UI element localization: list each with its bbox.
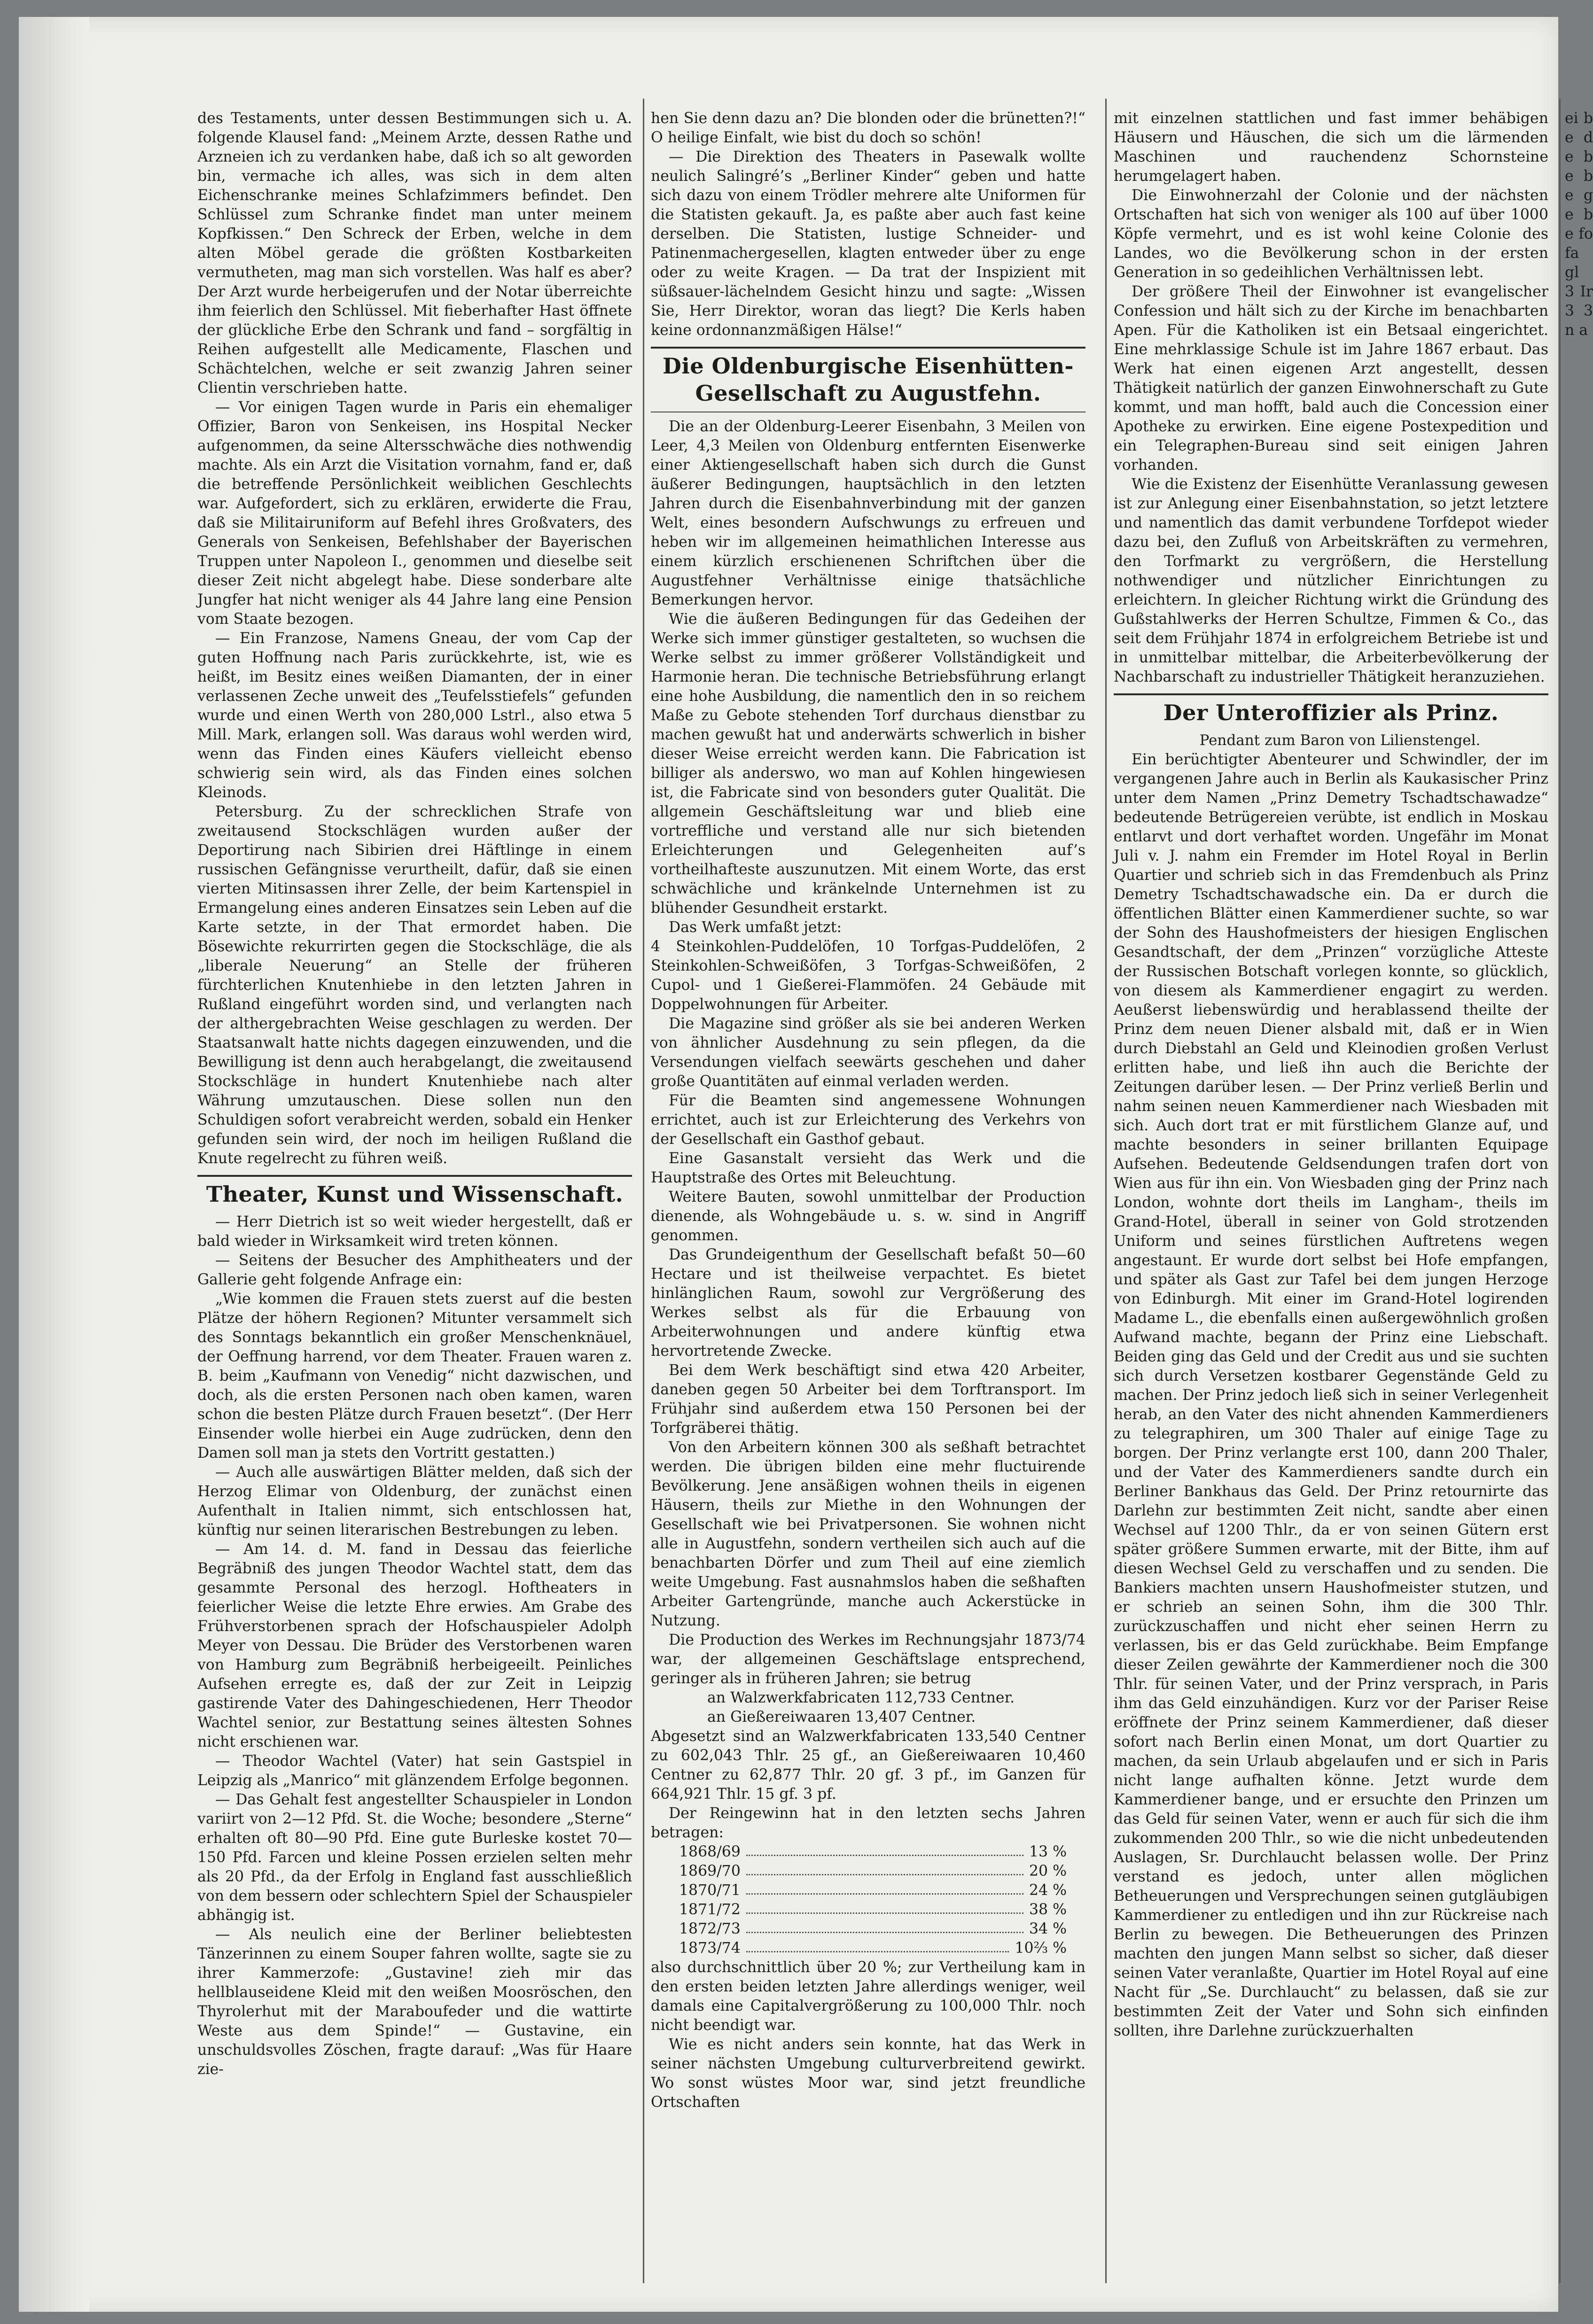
paragraph: — Auch alle auswärtigen Blätter melden, daß sich der Herzog Elimar von Oldenburg, der zunächst einen Aufenthalt in Italien nimmt, sich entschlossen hat, künftig nur seinen literarischen Bestrebungen zu leben.: [197, 1464, 632, 1539]
year-cell: 1870/71: [679, 1882, 741, 1899]
paragraph: Ein berüchtigter Abenteurer und Schwindler, der im vergangenen Jahre auch in Berlin als Kaukasischer Prinz unter dem Namen „Prinz Demetry Tschadtschawadze“ bedeutende Betrügereien verübte, ist endlich in Moskau entlarvt und dort verhaftet worden. Ungefähr im Monat Juli v. J. nahm ein Fremder im Hotel Royal in Berlin Quartier und schrieb sich in das Fremdenbuch als Prinz Demetry Tschadtschawadsche ein. Da er durch die öffentlichen Blätter einen Kammerdiener suchte, so war der Sohn des Haushofmeisters der hiesigen Englischen Gesandtschaft, der dem „Prinzen“ vorzügliche Atteste der Russischen Botschaft vorlegen konnte, so glücklich, von diesem als Kammerdiener engagirt zu werden. Aeußerst liebenswürdig und herablassend theilte der Prinz dem neuen Diener alsbald mit, daß er in Wien durch Diebstahl an Geld und Kleinodien großen Verlust erlitten habe, und ließ ihn auch die Berichte der Zeitungen darüber lesen. — Der Prinz verließ Berlin und nahm seinen neuen Kammerdiener nach Wiesbaden mit sich. Auch dort trat er mit fürstlichem Glanze auf, und machte besonders in seiner brillanten Equipage Aufsehen. Bedeutende Geldsendungen trafen dort von Wien aus für ihn ein. Von Wiesbaden ging der Prinz nach London, wohnte dort theils im Langham-, theils im Grand-Hotel, überall in seiner von Gold strotzenden Uniform und seines fürstlichen Auftretens wegen angestaunt. Er wurde dort selbst bei Hofe empfangen, und später als Gast zur Tafel bei dem jungen Herzoge von Edinburgh. Mit einer im Grand-Hotel logirenden Madame L., die ebenfalls einen außergewöhnlich großen Aufwand machte, begann der Prinz eine Liebschaft. Beiden ging das Geld und der Credit aus und sie suchten sich durch Versetzen kostbarer Gegenstände Geld zu machen. Der Prinz jedoch ließ sich in seiner Verlegenheit herab, an den Vater des nicht ahnenden Kammerdieners zu telegraphiren, um 300 Thaler auf einige Tage zu borgen. Der Prinz verlangte erst 100, dann 200 Thaler, und der Vater des Kammerdieners sandte durch ein Berliner Bankhaus das Geld. Der Prinz retournirte das Darlehn zur bestimmten Zeit nicht, sandte aber einen Wechsel auf 1200 Thlr., da er von seinen Gütern erst später größere Summen erwarte, mit der Bitte, ihm auf diesen Wechsel Geld zu verschaffen und zu senden. Die Bankiers machten unsern Haushofmeister stutzen, und er schrieb an seinen Sohn, ihm die 300 Thlr. zurückzuschaffen und nicht eher seinen Herrn zu verlassen, bis er das Geld zurückhabe. Beim Empfange dieser Zeilen gewährte der Kammerdiener noch die 300 Thlr. für seinen Vater, und der Prinz versprach, in Paris ihm das Geld einzuhändigen. Kurz vor der Pariser Reise eröffnete der Prinz seinem Kammerdiener, daß dieser sofort nach Berlin einen Monat, um dort Quartier zu machen, da sein Urlaub abgelaufen und er sich in Paris nicht lange aufhalten könne. Jetzt wurde dem Kammerdiener bange, und er ersuchte den Prinzen um das Geld für seinen Vater, wenn er auch für sich die ihm zukommenden 200 Thlr., so wie die nicht unbedeutenden Auslagen, Sr. Durchlaucht belassen wolle. Der Prinz verstand es jedoch, unter allen möglichen Betheuerungen und Versprechungen seinen gutgläubigen Kammerdiener zu entledigen und ihn zur Rückreise nach Berlin zu bewegen. Die Betheuerungen des Prinzen machten den jungen Mann selbst so sicher, daß dieser seinen Vater veranlaßte, Quartier im Hotel Royal auf eine Nacht für „Se. Durchlaucht“ zu belassen, daß sie zur bestimmten Zeit der Vater und Sohn sich einfinden sollten, ihre Darlehne zurückzuerhalten: [1114, 751, 1548, 2039]
paragraph: Die Magazine sind größer als sie bei anderen Werken von ähnlicher Ausdehnung zu sein pflegen, da die Versendungen vielfach seewärts geschehen und daher große Quantitäten auf einmal verladen werden.: [651, 1015, 1085, 1090]
paragraph: Die an der Oldenburg-Leerer Eisenbahn, 3 Meilen von Leer, 4,3 Meilen von Oldenburg entfernten Eisenwerke einer Aktiengesellschaft haben sich durch die Gunst äußerer Bedingungen, hauptsächlich in den letzten Jahren durch die Eisenbahnverbindung mit der ganzen Welt, eines besondern Aufschwungs zu erfreuen und heben wir im allgemeinen heimathlichen Interesse aus einem kürzlich erschienenen Schriftchen über die Augustfehner Verhältnisse einige thatsächliche Bemerkungen hervor.: [651, 418, 1085, 608]
paragraph: Eine Gasanstalt versieht das Werk und die Hauptstraße des Ortes mit Beleuchtung.: [651, 1150, 1085, 1186]
paragraph: Von den Arbeitern können 300 als seßhaft betrachtet werden. Die übrigen bilden eine mehr fluctuirende Bevölkerung. Jene ansäßigen wohnen theils in eigenen Häusern, theils zur Miethe in den Wohnungen der Gesellschaft wie bei Privatpersonen. Sie wohnen nicht alle in Augustfehn, sondern vertheilen sich auch auf die benachbarten Dörfer und zum Theil auf eine ziemlich weite Umgebung. Fast ausnahmslos haben die seßhaften Arbeiter Gartengründe, manche auch Ackerstücke in Nutzung.: [651, 1439, 1085, 1629]
paragraph: — Das Gehalt fest angestellter Schauspieler in London variirt von 2—12 Pfd. St. die Woche; besondere „Sterne“ erhalten oft 80—90 Pfd. Eine gute Burleske kostet 70—150 Pfd. Farcen und kleine Possen erzielen selten mehr als 20 Pfd., da der Erfolg in England fast ausschließlich von dem bessern oder schlechtern Spiel der Schauspieler abhängig ist.: [197, 1791, 632, 1924]
value-cell: 34 %: [1029, 1920, 1067, 1937]
paragraph: Weitere Bauten, sowohl unmittelbar der Production dienende, als Wohngebäude u. s. w. sind in Angriff genommen.: [651, 1189, 1085, 1244]
paragraph: — Seitens der Besucher des Amphitheaters und der Gallerie geht folgende Anfrage ein:: [197, 1252, 632, 1288]
paragraph: Bei dem Werk beschäftigt sind etwa 420 Arbeiter, daneben gegen 50 Arbeiter bei dem Torftransport. Im Frühjahr sind außerdem etwa 150 Personen bei der Torfgräberei thätig.: [651, 1362, 1085, 1437]
article-subheadline: Pendant zum Baron von Lilienstengel.: [1199, 732, 1481, 749]
paragraph: — Herr Dietrich ist so weit wieder hergestellt, daß er bald wieder in Wirksamkeit wird treten können.: [197, 1213, 632, 1250]
paragraph: hen Sie denn dazu an? Die blonden oder die brünetten?!“ O heilige Einfalt, wie bist du doch so schön!: [651, 110, 1085, 146]
production-line: an Walzwerkfabricaten 112,733 Centner.: [707, 1689, 1015, 1706]
paragraph: — Die Direktion des Theaters in Pasewalk wollte neulich Salingré’s „Berliner Kinder“ geben und hatte sich dazu von einem Trödler mehrere alte Uniformen für die Statisten gekauft. Ja, es paßte aber auch fast keine derselben. Die Statisten, lustige Schneider- und Patinenmachergesellen, klagten entweder über zu enge oder zu weite Kragen. — Da trat der Inspizient mit süßsauer-lächelndem Gesicht hinzu und sagte: „Wissen Sie, Herr Direktor, woran das liegt? Die Kerls haben keine ordonnanzmäßigen Hälse!“: [651, 148, 1085, 339]
paragraph: Wie die Existenz der Eisenhütte Veranlassung gewesen ist zur Anlegung einer Eisenbahnstation, so jetzt letztere und namentlich das damit verbundene Torfdepot wieder dazu bei, den Zufluß von Arbeitskräften zu vermehren, den Torfmarkt zu vergrößern, die Herstellung nothwendiger und nützlicher Einrichtungen zu erleichtern. In gleicher Richtung wirkt die Gründung des Gußstahlwerks der Herren Schultze, Fimmen & Co., das seit dem Frühjahr 1874 in erfolgreichem Betriebe ist und in unmittelbar mittelbar, die Arbeiterbevölkerung der Nachbarschaft zu industrieller Thätigkeit heranzuziehen.: [1114, 476, 1548, 685]
paragraph: Abgesetzt sind an Walzwerkfabricaten 133,540 Centner zu 602,043 Thlr. 25 gf., an Gießereiwaaren 10,460 Centner zu 62,877 Thlr. 20 gf. 3 pf., im Ganzen für 664,921 Thlr. 15 gf. 3 pf.: [651, 1728, 1085, 1803]
paragraph: Wie die äußeren Bedingungen für das Gedeihen der Werke sich immer günstiger gestalteten, so wuchsen die Werke selbst zu immer größerer Vollständigkeit und Harmonie heran. Die technische Betriebsführung erlangt eine hohe Ausbildung, die namentlich den in so reichem Maße zu Gebote stehenden Torf durchaus dienstbar zu machen gewußt hat und anderwärts schwerlich in bisher dieser Weise erreicht werden kann. Die Fabrication ist billiger als anderswo, wo man auf Kohlen hingewiesen ist, die Fabricate sind von besonders guter Qualität. Die allgemein Geschäftsleitung war und blieb eine vortreffliche und verstand alle nur sich bietenden Erleichterungen und Gelegenheiten auf’s vortheilhafteste auszunutzen. Mit einem Worte, das erst schwächliche und kränkelnde Unternehmen ist zu blühender Gesundheit erstarkt.: [651, 611, 1085, 917]
value-cell: 38 %: [1029, 1901, 1067, 1918]
table-row: [651, 1900, 1085, 1920]
section-divider: [197, 1175, 632, 1177]
paragraph: mit einzelnen stattlichen und fast immer behäbigen Häusern und Häuschen, die sich um die lärmenden Maschinen und rauchendenz Schornsteine herumgelagert haben.: [1114, 110, 1548, 185]
section-heading: Theater, Kunst und Wissenschaft.: [206, 1181, 624, 1207]
year-cell: 1872/73: [679, 1920, 741, 1937]
table-row: [651, 1881, 1085, 1900]
value-cell: 20 %: [1029, 1863, 1067, 1880]
paragraph: Die Einwohnerzahl der Colonie und der nächsten Ortschaften hat sich von weniger als 100 auf über 1000 Köpfe vermehrt, und es ist wohl keine Colonie des Landes, wo die Bevölkerung schon in der ersten Generation in so gedeihlichen Verhältnissen lebt.: [1114, 187, 1548, 281]
page-binding-shadow: [19, 17, 89, 2312]
paragraph: Die Production des Werkes im Rechnungsjahr 1873/74 war, der allgemeinen Geschäftslage entsprechend, geringer als in früheren Jahren; sie betrug: [651, 1632, 1085, 1687]
paragraph: — Am 14. d. M. fand in Dessau das feierliche Begräbniß des jungen Theodor Wachtel statt, dem das gesammte Personal des herzogl. Hoftheaters in feierlicher Weise die letzte Ehre erwies. Am Grabe des Frühverstorbenen sprach der Hofschauspieler Adolph Meyer von Dessau. Die Brüder des Verstorbenen waren von Hamburg zum Begräbniß herbeigeeilt. Peinliches Aufsehen erregte es, daß der zur Zeit in Leipzig gastirende Vater des Dahingeschiedenen, Herr Theodor Wachtel senior, zur Bestattung seines ältesten Sohnes nicht erschienen war.: [197, 1541, 632, 1750]
year-cell: 1871/72: [679, 1901, 741, 1918]
section-divider: [1114, 693, 1548, 695]
article-headline: Die Oldenburgische Eisenhütten-Gesellschaft zu Augustfehn.: [662, 353, 1074, 406]
table-row: [651, 1920, 1085, 1939]
paragraph: — Theodor Wachtel (Vater) hat sein Gastspiel in Leipzig als „Manrico“ mit glänzendem Erfolge begonnen.: [197, 1753, 632, 1789]
column-2: [651, 109, 1085, 2289]
column-3: [1114, 109, 1548, 2289]
paragraph: — Als neulich eine der Berliner beliebtesten Tänzerinnen zu einem Souper fahren wollte, sagte sie zu ihrer Kammerzofe: „Gustavine! zieh mir das hellblauseidene Kleid mit den weißen Moosröschen, den Thyrolerhut mit der Maraboufeder und die wattirte Weste aus dem Spinde!“ — Gustavine, ein unschuldsvolles Zöschen, fragte darauf: „Was für Haare zie-: [197, 1926, 632, 2078]
cropped-column-edge: [1565, 109, 1593, 2289]
paragraph: Wie es nicht anders sein konnte, hat das Werk in seiner nächsten Umgebung culturverbreitend gewirkt. Wo sonst wüstes Moor war, sind jetzt freundliche Ortschaften: [651, 2036, 1085, 2111]
value-cell: 24 %: [1029, 1882, 1067, 1899]
paragraph: — Ein Franzose, Namens Gneau, der vom Cap der guten Hoffnung nach Paris zurückkehrte, ist, wie es heißt, im Besitz eines weißen Diamanten, der in einer verlassenen Zeche unweit des „Teufelsstiefels“ gefunden wurde und einen Werth von 280,000 Lstrl., also etwa 5 Mill. Mark, erlangen soll. Was daraus wohl werden wird, wenn das Finden eines Käufers vielleicht ebenso schwierig sein wird, als das Finden eines solchen Kleinods.: [197, 630, 632, 801]
column-1: [197, 109, 632, 2289]
year-cell: 1869/70: [679, 1863, 741, 1880]
production-line: an Gießereiwaaren 13,407 Centner.: [707, 1709, 976, 1726]
paragraph: also durchschnittlich über 20 %; zur Vertheilung kam in den ersten beiden letzten Jahre allerdings weniger, weil damals eine Capitalvergrößerung zu 100,000 Thlr. noch nicht beendigt war.: [651, 1959, 1085, 2034]
paragraph: 4 Steinkohlen-Puddelöfen, 10 Torfgas-Puddelöfen, 2 Steinkohlen-Schweißöfen, 3 Torfgas-Schweißöfen, 2 Cupol- und 1 Gießerei-Flammöfen. 24 Gebäude mit Doppelwohnungen für Arbeiter.: [651, 938, 1085, 1013]
profit-table: [651, 1842, 1085, 1958]
paragraph: — Vor einigen Tagen wurde in Paris ein ehemaliger Offizier, Baron von Senkeisen, ins Hospital Necker aufgenommen, da seine Altersschwäche dies nothwendig machte. Als ein Arzt die Visitation vornahm, fand er, daß die betreffende Persönlichkeit weiblichen Geschlechts war. Aufgefordert, sich zu erklären, erwiderte die Frau, daß sie Militairuniform auf Befehl ihres Großvaters, des Generals von Senkeisen, Befehlshaber der Bayerischen Truppen unter Napoleon I., genommen und dieselbe seit dieser Zeit nicht abgelegt habe. Diese sonderbare alte Jungfer hat nicht weniger als 44 Jahre lang eine Pension vom Staate bezogen.: [197, 399, 632, 628]
column-rule: [643, 99, 644, 2283]
paragraph: Das Werk umfaßt jetzt:: [669, 919, 842, 936]
value-cell: 10⅔ %: [1015, 1940, 1067, 1957]
paragraph: Petersburg. Zu der schrecklichen Strafe von zweitausend Stockschlägen wurden außer der Deportirung nach Sibirien drei Häftlinge in einem russischen Gefängnisse verurtheilt, dafür, daß sie einen vierten Mitinsassen ihrer Zelle, der beim Kartenspiel in Ermangelung eines anderen Einsatzes sein Leben auf die Karte setzte, in der That ermordet haben. Die Bösewichte rekurrirten gegen die Stockschläge, die als „liberale Neuerung“ an Stelle der früheren fürchterlichen Knutenhiebe in den letzten Jahren in Rußland eingeführt worden sind, und verlangten nach der althergebrachten Weise geschlagen zu werden. Der Staatsanwalt hatte nichts dagegen einzuwenden, und die Bewilligung ist denn auch herabgelangt, die zweitausend Stockschläge in hundert Knutenhiebe nach alter Währung umzutauschen. Diese sollen nun den Schuldigen sofort verabreicht werden, sobald ein Henker gefunden sein wird, der noch im heiligen Rußland die Knute regelrecht zu führen weiß.: [197, 803, 632, 1167]
paragraph: Das Grundeigenthum der Gesellschaft befaßt 50—60 Hectare und ist theilweise verpachtet. Es bietet hinlänglichen Raum, sowohl zur Vergrößerung des Werkes selbst als für die Erbauung von Arbeiterwohnungen und andere künftig etwa hervortretende Zwecke.: [651, 1246, 1085, 1360]
year-cell: 1873/74: [679, 1940, 741, 1957]
paragraph: des Testaments, unter dessen Bestimmungen sich u. A. folgende Klausel fand: „Meinem Arzte, dessen Rathe und Arzneien ich zu verdanken habe, daß ich so alt geworden bin, vermache ich alles, was sich in dem alten Eichenschranke meines Schlafzimmers befindet. Den Schlüssel zum Schranke findet man unter meinem Kopfkissen.“ Den Schreck der Erben, welche in dem alten Möbel gerade die größten Kostbarkeiten vermutheten, mag man sich vorstellen. Was half es aber? Der Arzt wurde herbeigerufen und der Notar überreichte ihm feierlich den Schlüssel. Mit fieberhafter Hast öffnete der glückliche Erbe den Schrank und fand – sorgfältig in Reihen aufgestellt alle Medicamente, Flaschen und Schächtelchen, welche er seit zwanzig Jahren seiner Clientin verschrieben hatte.: [197, 110, 632, 396]
cropped-text: ei be de be be ge be fo fa gl 3 Ir 3 3 n a: [1565, 110, 1593, 339]
table-row: [651, 1939, 1085, 1958]
column-rule: [1559, 99, 1561, 2283]
paragraph: Der größere Theil der Einwohner ist evangelischer Confession und hält sich zu der Kirche im benachbarten Apen. Für die Katholiken ist ein Betsaal eingerichtet. Eine mehrklassige Schule ist im Jahre 1867 erbaut. Das Werk hat einen eigenen Arzt angestellt, dessen Thätigkeit natürlich der ganzen Einwohnerschaft zu Gute kommt, und man hofft, bald auch die Concession einer Apotheke zu erwirken. Eine eigene Postexpedition und ein Telegraphen-Bureau sind seit einigen Jahren vorhanden.: [1114, 283, 1548, 474]
article-headline: Der Unteroffizier als Prinz.: [1163, 700, 1499, 725]
table-row: [651, 1842, 1085, 1862]
paragraph: Der Reingewinn hat in den letzten sechs Jahren betragen:: [651, 1805, 1085, 1841]
table-row: [651, 1862, 1085, 1881]
section-divider: [651, 347, 1085, 349]
year-cell: 1868/69: [679, 1843, 741, 1860]
value-cell: 13 %: [1029, 1843, 1067, 1860]
paragraph: Für die Beamten sind angemessene Wohnungen errichtet, auch ist zur Erleichterung des Verkehrs von der Gesellschaft ein Gasthof gebaut.: [651, 1092, 1085, 1148]
paragraph: „Wie kommen die Frauen stets zuerst auf die besten Plätze der höhern Regionen? Mitunter versammelt sich des Sonntags bekanntlich ein großer Menschenknäuel, der Oeffnung harrend, vor dem Theater. Frauen waren z. B. beim „Kaufmann von Venedig“ nicht dazwischen, und doch, als die ersten Personen nach oben kamen, waren schon die besten Plätze durch Frauen besetzt“. (Der Herr Einsender wolle hierbei ein Auge zudrücken, denn den Damen soll man ja stets den Vortritt gestatten.): [197, 1290, 632, 1461]
column-rule: [1105, 99, 1107, 2283]
